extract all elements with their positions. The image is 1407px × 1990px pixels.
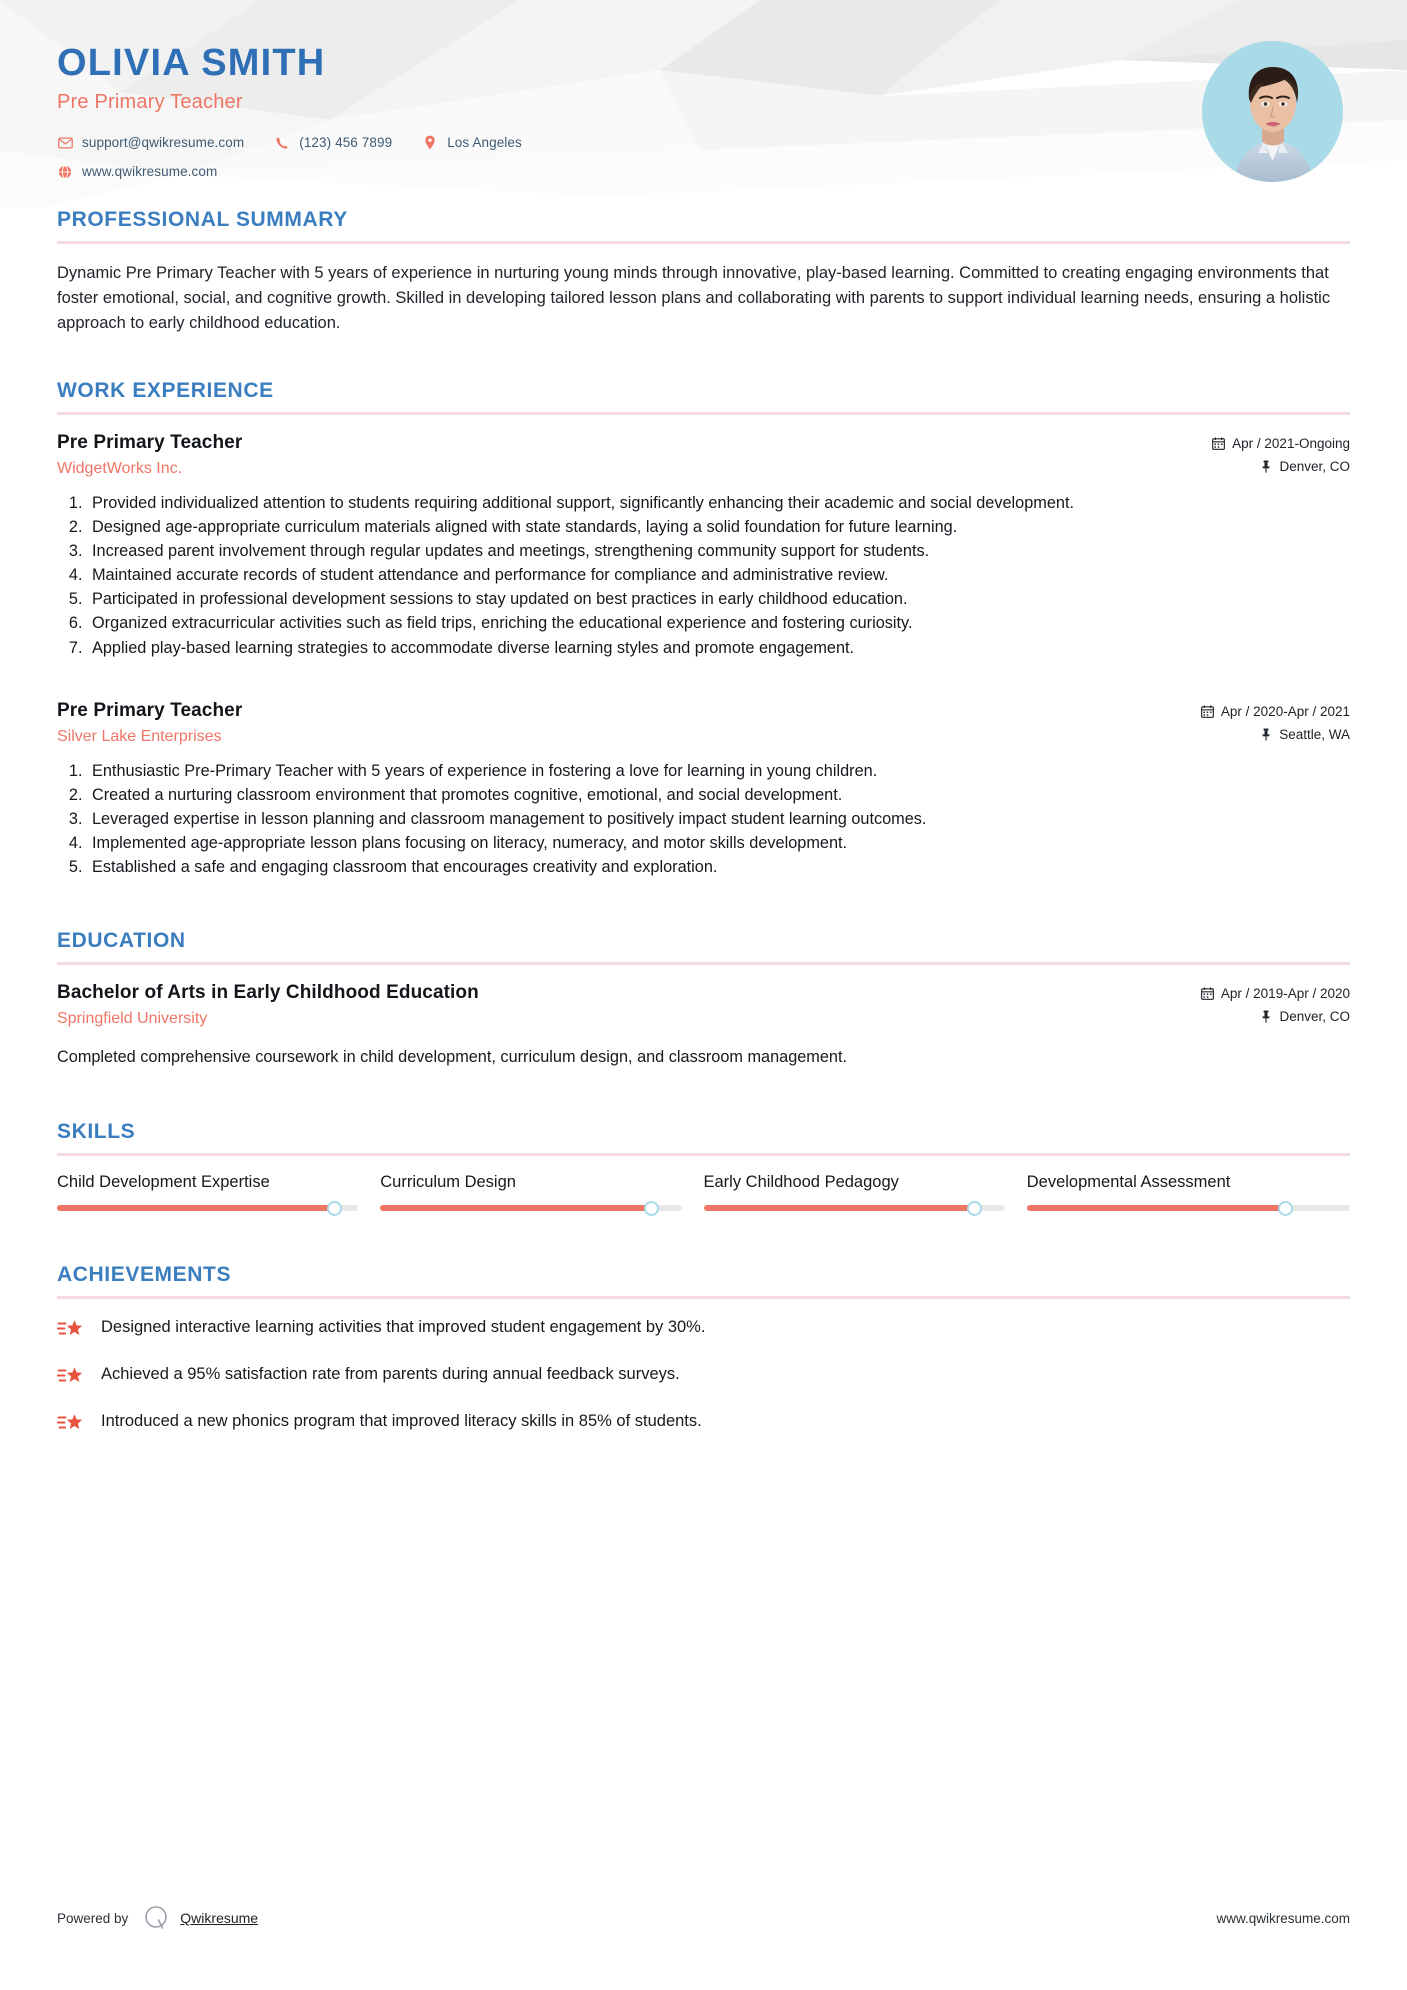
shooting-star-icon bbox=[57, 1364, 87, 1388]
contact-website[interactable] bbox=[57, 164, 217, 180]
experience-job-title: Pre Primary Teacher bbox=[57, 431, 243, 453]
section-achievements bbox=[57, 1263, 1350, 1435]
list-item: 6. Organized extracurricular activities such as field trips, enriching the educational experience and fostering curiosity. bbox=[87, 612, 1350, 635]
experience-date bbox=[1212, 436, 1350, 451]
contact-website-text: www.qwikresume.com bbox=[82, 164, 218, 180]
experience-company: WidgetWorks Inc. bbox=[57, 459, 183, 477]
skill-progress-fill bbox=[704, 1205, 975, 1211]
section-skills bbox=[57, 1120, 1350, 1221]
skill-label: Child Development Expertise bbox=[57, 1173, 270, 1192]
skill-progress-bar bbox=[57, 1205, 358, 1211]
skill-progress-fill bbox=[57, 1205, 334, 1211]
experience-entry bbox=[57, 700, 1350, 880]
section-title-education: EDUCATION bbox=[57, 929, 186, 953]
list-item bbox=[57, 1316, 1350, 1341]
section-title-achievements: ACHIEVEMENTS bbox=[57, 1263, 232, 1287]
skill-item bbox=[380, 1173, 703, 1211]
envelope-icon bbox=[57, 135, 73, 151]
contact-location bbox=[422, 135, 522, 151]
contact-row-primary bbox=[57, 134, 1407, 152]
education-date-text: Apr / 2019-Apr / 2020 bbox=[1220, 986, 1350, 1002]
contact-email-text: support@qwikresume.com bbox=[82, 135, 245, 151]
list-item: 4. Implemented age-appropriate lesson plans focusing on literacy, numeracy, and motor skills development. bbox=[87, 832, 1350, 855]
list-item: 7. Applied play-based learning strategies to accommodate diverse learning styles and promote engagement. bbox=[87, 637, 1350, 660]
footer-brand-link[interactable]: Qwikresume bbox=[180, 1910, 259, 1926]
contact-phone[interactable] bbox=[274, 135, 392, 151]
page-title: OLIVIA SMITH bbox=[57, 42, 326, 84]
summary-text: Dynamic Pre Primary Teacher with 5 years of experience in nurturing young minds through innovative, play-based learning. Committed to creating engaging environments that foster emotional, social, and cognitive growth. Skilled in developing tailored lesson plans and collaborating with parents to support individual learning needs, ensuring a holistic approach to early childhood education. bbox=[57, 264, 1331, 333]
section-work-experience bbox=[57, 379, 1350, 880]
section-title-summary: PROFESSIONAL SUMMARY bbox=[57, 208, 348, 231]
shooting-star-icon bbox=[57, 1411, 87, 1435]
contact-phone-text: (123) 456 7899 bbox=[299, 135, 393, 151]
experience-bullet-list bbox=[57, 492, 1350, 660]
section-divider bbox=[57, 1153, 1350, 1156]
footer-website[interactable]: www.qwikresume.com bbox=[1216, 1910, 1350, 1926]
calendar-icon bbox=[1201, 705, 1214, 718]
skill-label: Developmental Assessment bbox=[1026, 1173, 1231, 1192]
education-institution: Springfield University bbox=[57, 1010, 208, 1028]
achievement-text: Introduced a new phonics program that improved literacy skills in 85% of students. bbox=[101, 1412, 702, 1431]
footer-branding bbox=[57, 1904, 258, 1932]
list-item bbox=[57, 1363, 1350, 1388]
experience-date-text: Apr / 2021-Ongoing bbox=[1232, 435, 1350, 451]
section-divider bbox=[57, 412, 1350, 415]
experience-date-text: Apr / 2020-Apr / 2021 bbox=[1220, 703, 1350, 719]
job-role-subtitle: Pre Primary Teacher bbox=[57, 90, 243, 113]
skill-label: Early Childhood Pedagogy bbox=[703, 1173, 899, 1192]
list-item: 5. Participated in professional development sessions to stay updated on best practices in early childhood education. bbox=[87, 588, 1350, 611]
education-description: Completed comprehensive coursework in child development, curriculum design, and classroom management. bbox=[57, 1048, 848, 1067]
contact-location-text: Los Angeles bbox=[447, 135, 522, 151]
skill-progress-knob[interactable] bbox=[644, 1201, 659, 1216]
skill-progress-knob[interactable] bbox=[1278, 1201, 1293, 1216]
experience-entry bbox=[57, 432, 1350, 660]
education-location-text: Denver, CO bbox=[1279, 1009, 1350, 1025]
skill-item bbox=[1027, 1173, 1350, 1211]
skill-progress-knob[interactable] bbox=[327, 1201, 342, 1216]
list-item: 3. Increased parent involvement through regular updates and meetings, strengthening community support for students. bbox=[87, 540, 1350, 563]
section-education bbox=[57, 929, 1350, 1070]
experience-location-text: Denver, CO bbox=[1279, 458, 1350, 474]
experience-company: Silver Lake Enterprises bbox=[57, 727, 222, 745]
list-item: 1. Provided individualized attention to students requiring additional support, significantly enhancing their academic and social development. bbox=[87, 492, 1350, 515]
calendar-icon bbox=[1212, 437, 1225, 450]
experience-location bbox=[1201, 727, 1350, 742]
list-item: 2. Designed age-appropriate curriculum materials aligned with state standards, laying a solid foundation for future learning. bbox=[87, 516, 1350, 539]
contact-details bbox=[57, 134, 1407, 181]
qwikresume-logo-icon bbox=[142, 1904, 170, 1932]
skill-progress-knob[interactable] bbox=[967, 1201, 982, 1216]
avatar-photo bbox=[1202, 41, 1343, 182]
pushpin-icon bbox=[1260, 460, 1272, 473]
section-title-skills: SKILLS bbox=[57, 1120, 136, 1144]
pushpin-icon bbox=[1260, 728, 1272, 741]
globe-icon bbox=[57, 164, 73, 180]
achievement-text: Achieved a 95% satisfaction rate from parents during annual feedback surveys. bbox=[101, 1365, 680, 1384]
experience-bullet-list bbox=[57, 760, 1350, 880]
achievements-list bbox=[57, 1316, 1350, 1435]
shooting-star-icon bbox=[57, 1317, 87, 1341]
education-location bbox=[1201, 1009, 1350, 1024]
skill-progress-bar bbox=[704, 1205, 1005, 1211]
achievement-text: Designed interactive learning activities that improved student engagement by 30%. bbox=[101, 1318, 706, 1337]
section-divider bbox=[57, 241, 1350, 244]
list-item: 1. Enthusiastic Pre-Primary Teacher with 5 years of experience in fostering a love for learning in young children. bbox=[87, 760, 1350, 783]
list-item bbox=[57, 1410, 1350, 1435]
list-item: 2. Created a nurturing classroom environment that promotes cognitive, emotional, and social development. bbox=[87, 784, 1350, 807]
calendar-icon bbox=[1201, 987, 1214, 1000]
skill-progress-bar bbox=[380, 1205, 681, 1211]
section-divider bbox=[57, 1296, 1350, 1299]
experience-location-text: Seattle, WA bbox=[1279, 726, 1350, 742]
section-title-experience: WORK EXPERIENCE bbox=[57, 378, 274, 402]
list-item: 3. Leveraged expertise in lesson planning and classroom management to positively impact student learning outcomes. bbox=[87, 808, 1350, 831]
education-degree: Bachelor of Arts in Early Childhood Education bbox=[57, 982, 479, 1004]
contact-row-website bbox=[57, 163, 1407, 181]
list-item: 5. Established a safe and engaging classroom that encourages creativity and exploration. bbox=[87, 856, 1350, 879]
education-entry bbox=[57, 982, 1350, 1070]
page-footer bbox=[57, 1904, 1350, 1932]
skill-progress-fill bbox=[1027, 1205, 1286, 1211]
section-professional-summary bbox=[57, 208, 1350, 337]
map-pin-icon bbox=[422, 135, 438, 151]
skill-item bbox=[57, 1173, 380, 1211]
skills-grid bbox=[57, 1173, 1350, 1221]
resume-header bbox=[0, 0, 1407, 208]
skill-progress-fill bbox=[380, 1205, 651, 1211]
phone-icon bbox=[274, 135, 290, 151]
section-divider bbox=[57, 962, 1350, 965]
experience-date bbox=[1201, 704, 1350, 719]
pushpin-icon bbox=[1260, 1010, 1272, 1023]
avatar bbox=[1202, 41, 1343, 182]
contact-email[interactable] bbox=[57, 135, 244, 151]
education-date bbox=[1201, 986, 1350, 1001]
footer-powered-by-label: Powered by bbox=[57, 1910, 129, 1926]
skill-label: Curriculum Design bbox=[380, 1173, 516, 1192]
list-item: 4. Maintained accurate records of student attendance and performance for compliance and administrative review. bbox=[87, 564, 1350, 587]
skill-item bbox=[704, 1173, 1027, 1211]
experience-location bbox=[1212, 459, 1350, 474]
skill-progress-bar bbox=[1027, 1205, 1350, 1211]
experience-job-title: Pre Primary Teacher bbox=[57, 699, 243, 721]
